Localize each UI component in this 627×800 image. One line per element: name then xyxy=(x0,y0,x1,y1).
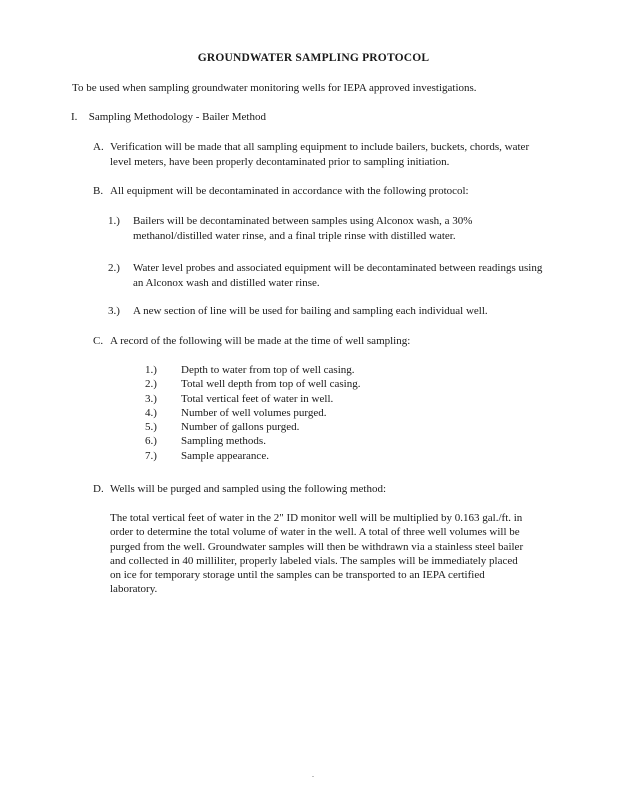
page-mark: . xyxy=(312,770,314,779)
list-item-text: Total well depth from top of well casing. xyxy=(181,378,361,391)
section-1-title: Sampling Methodology - Bailer Method xyxy=(88,111,266,123)
list-item xyxy=(145,434,360,448)
list-item-text: Sample appearance. xyxy=(181,449,269,462)
list-item-number: 7.) xyxy=(145,449,157,462)
list-item xyxy=(145,406,360,420)
list-item-number: 3.) xyxy=(145,392,157,405)
item-c-label: C. xyxy=(93,335,104,347)
list-item-text: Depth to water from top of well casing. xyxy=(181,364,355,376)
item-d-label: D. xyxy=(93,483,104,495)
list-item-text: Total vertical feet of water in well. xyxy=(181,392,334,405)
item-d-text: Wells will be purged and sampled using the following method: xyxy=(110,483,387,495)
item-b-sub-1 xyxy=(108,214,548,243)
list-item xyxy=(145,449,360,463)
item-d-paragraph: The total vertical feet of water in the 2" ID monitor well will be multiplied by 0.163 gal./ft. in order to determine the total volume of water in the well. A total of three well volumes will be purged from the well. Groundwater samples will then be withdrawn via a stainless steel bailer and collected in 40 milliliter, properly labeled vials. The samples will be immediately placed on ice for temporary storage until the samples can be transported to an IEPA certified laboratory. xyxy=(110,512,524,596)
item-a xyxy=(93,140,553,169)
list-item-number: 2.) xyxy=(145,378,157,391)
list-item xyxy=(145,392,360,406)
item-b-sub-3 xyxy=(108,304,548,319)
list-item-text: Number of gallons purged. xyxy=(181,421,300,434)
list-item-text: Sampling methods. xyxy=(181,435,266,448)
item-b-sub-1-label: 1.) xyxy=(108,215,120,227)
list-item-text: Number of well volumes purged. xyxy=(181,406,327,419)
item-d xyxy=(93,482,553,497)
item-b-sub-3-label: 3.) xyxy=(108,305,120,317)
item-b-sub-2 xyxy=(108,261,548,290)
record-list xyxy=(145,363,360,463)
list-item-number: 6.) xyxy=(145,435,157,448)
list-item-number: 5.) xyxy=(145,421,157,434)
list-item xyxy=(145,363,360,377)
intro-text: To be used when sampling groundwater monitoring wells for IEPA approved investigations. xyxy=(72,82,477,94)
document-title: GROUNDWATER SAMPLING PROTOCOL xyxy=(197,52,430,64)
item-b-sub-2-text: Water level probes and associated equipment will be decontaminated between readings using an Alconox wash and distilled water rinse. xyxy=(133,262,543,289)
item-a-label: A. xyxy=(93,141,104,153)
item-b-text: All equipment will be decontaminated in accordance with the following protocol: xyxy=(110,185,469,197)
item-b-label: B. xyxy=(93,185,104,197)
item-a-text: Verification will be made that all sampling equipment to include bailers, buckets, chords, water level meters, have been properly decontaminated prior to sampling initiation. xyxy=(110,141,530,168)
item-c-text: A record of the following will be made at the time of well sampling: xyxy=(110,335,411,347)
section-1-heading xyxy=(71,111,266,123)
item-b-sub-2-label: 2.) xyxy=(108,262,120,274)
item-b xyxy=(93,184,553,199)
item-b-sub-3-text: A new section of line will be used for bailing and sampling each individual well. xyxy=(133,305,488,317)
item-c xyxy=(93,334,553,349)
section-1-number: I. xyxy=(71,111,78,123)
list-item-number: 4.) xyxy=(145,406,157,419)
list-item xyxy=(145,420,360,434)
list-item xyxy=(145,377,360,391)
item-b-sub-1-text: Bailers will be decontaminated between samples using Alconox wash, a 30% methanol/distilled water rinse, and a final triple rinse with distilled water. xyxy=(133,215,473,242)
list-item-number: 1.) xyxy=(145,364,157,376)
